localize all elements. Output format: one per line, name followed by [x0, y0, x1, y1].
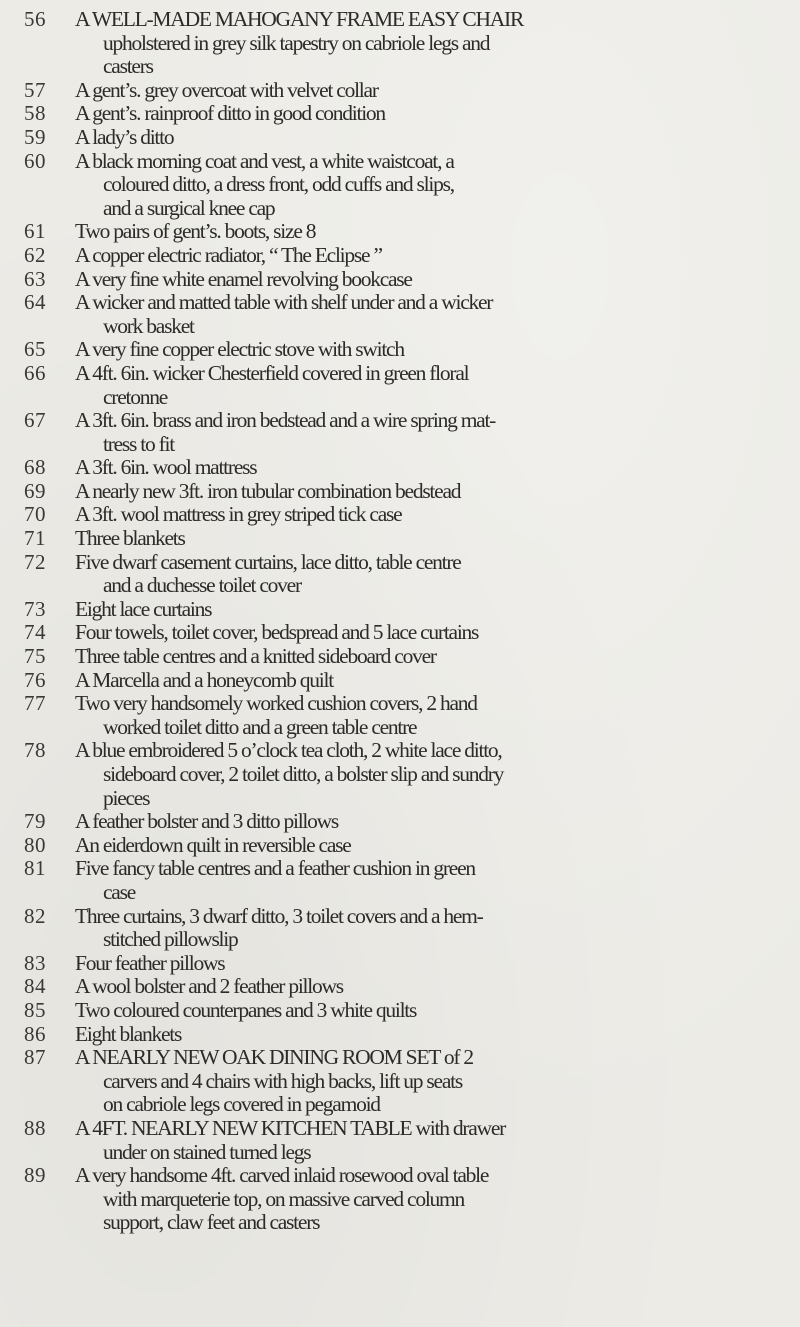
lot-description — [62, 834, 792, 858]
lot-item — [0, 905, 800, 952]
lot-number: 81 — [24, 856, 46, 881]
lot-description — [62, 8, 792, 79]
lot-item — [0, 952, 800, 976]
lot-item — [0, 739, 800, 810]
lot-description — [62, 244, 792, 268]
lot-number: 86 — [24, 1021, 46, 1046]
lot-description — [62, 268, 792, 292]
lot-item — [0, 8, 800, 79]
lot-item — [0, 645, 800, 669]
lot-description — [62, 692, 792, 739]
lot-item — [0, 150, 800, 221]
lot-description — [62, 1117, 792, 1164]
lot-list — [0, 8, 800, 1235]
lot-item — [0, 102, 800, 126]
lot-item — [0, 692, 800, 739]
lot-number: 71 — [24, 526, 46, 551]
lot-description-line: pieces — [103, 785, 150, 810]
lot-number: 79 — [24, 809, 46, 834]
lot-description-line: A blue embroidered 5 o’clock tea cloth, 2 white lace ditto, — [75, 738, 502, 763]
lot-description — [62, 621, 792, 645]
lot-number: 69 — [24, 478, 46, 503]
lot-description — [62, 480, 792, 504]
lot-number: 89 — [24, 1163, 46, 1188]
lot-item — [0, 291, 800, 338]
lot-number: 85 — [24, 997, 46, 1022]
lot-description — [62, 362, 792, 409]
lot-description-line: case — [103, 879, 135, 904]
lot-description-line: A 4ft. 6in. wicker Chesterfield covered in green floral — [75, 360, 469, 385]
lot-number: 58 — [24, 101, 46, 126]
lot-number: 66 — [24, 360, 46, 385]
lot-item — [0, 1117, 800, 1164]
lot-description-line: A 4FT. NEARLY NEW KITCHEN TABLE with drawer — [75, 1115, 506, 1140]
lot-description-line: A 3ft. 6in. brass and iron bedstead and a wire spring mat- — [75, 408, 496, 433]
lot-number: 73 — [24, 596, 46, 621]
lot-item — [0, 810, 800, 834]
lot-description-line: Three blankets — [75, 526, 185, 551]
lot-description — [62, 150, 792, 221]
lot-description-line: Two very handsomely worked cushion covers, 2 hand — [75, 691, 477, 716]
lot-description — [62, 1046, 792, 1117]
lot-item — [0, 220, 800, 244]
lot-item — [0, 551, 800, 598]
lot-item — [0, 834, 800, 858]
lot-description-line: Three table centres and a knitted sideboard cover — [75, 644, 436, 669]
lot-description-line: under on stained turned legs — [103, 1139, 311, 1164]
lot-description — [62, 409, 792, 456]
lot-item — [0, 126, 800, 150]
lot-number: 78 — [24, 738, 46, 763]
lot-description-line: Four feather pillows — [75, 950, 225, 975]
lot-description-line: Eight lace curtains — [75, 596, 212, 621]
lot-description — [62, 645, 792, 669]
lot-item — [0, 975, 800, 999]
lot-description — [62, 527, 792, 551]
lot-number: 82 — [24, 903, 46, 928]
lot-description-line: with marqueterie top, on massive carved column — [103, 1186, 465, 1211]
lot-number: 72 — [24, 549, 46, 574]
lot-description-line: Four towels, toilet cover, bedspread and 5 lace curtains — [75, 620, 479, 645]
lot-description-line: and a duchesse toilet cover — [103, 573, 301, 598]
lot-description-line: A 3ft. wool mattress in grey striped tick case — [75, 502, 402, 527]
lot-item — [0, 621, 800, 645]
lot-description-line: cretonne — [103, 384, 168, 409]
lot-number: 61 — [24, 219, 46, 244]
lot-number: 63 — [24, 266, 46, 291]
lot-description-line: Two pairs of gent’s. boots, size 8 — [75, 219, 316, 244]
lot-number: 62 — [24, 242, 46, 267]
lot-item — [0, 338, 800, 362]
lot-description-line: sideboard cover, 2 toilet ditto, a bolster slip and sundry — [103, 762, 504, 786]
lot-number: 56 — [24, 7, 46, 31]
lot-description-line: A wicker and matted table with shelf under and a wicker — [75, 290, 493, 315]
lot-description — [62, 220, 792, 244]
lot-item — [0, 1164, 800, 1235]
lot-number: 70 — [24, 502, 46, 527]
lot-item — [0, 527, 800, 551]
lot-description-line: Five fancy table centres and a feather cushion in green — [75, 856, 475, 881]
lot-description — [62, 669, 792, 693]
lot-description — [62, 739, 792, 810]
lot-number: 75 — [24, 644, 46, 669]
lot-description — [62, 975, 792, 999]
lot-description — [62, 857, 792, 904]
lot-description-line: A feather bolster and 3 ditto pillows — [75, 809, 339, 834]
lot-description-line: carvers and 4 chairs with high backs, lift up seats — [103, 1068, 462, 1093]
lot-description-line: A very handsome 4ft. carved inlaid rosewood oval table — [75, 1163, 489, 1188]
lot-description — [62, 79, 792, 103]
lot-item — [0, 456, 800, 480]
lot-description — [62, 905, 792, 952]
lot-item — [0, 1023, 800, 1047]
lot-number: 84 — [24, 974, 46, 999]
lot-description-line: on cabriole legs covered in pegamoid — [103, 1092, 380, 1117]
lot-description — [62, 338, 792, 362]
lot-number: 76 — [24, 667, 46, 692]
lot-description — [62, 126, 792, 150]
lot-number: 64 — [24, 290, 46, 315]
lot-description-line: A copper electric radiator, “ The Eclipse ” — [75, 242, 382, 267]
lot-description-line: stitched pillowslip — [103, 927, 238, 952]
lot-item — [0, 669, 800, 693]
lot-description-line: and a surgical knee cap — [103, 195, 275, 220]
lot-number: 87 — [24, 1045, 46, 1070]
lot-item — [0, 362, 800, 409]
lot-number: 65 — [24, 337, 46, 362]
lot-number: 68 — [24, 455, 46, 480]
lot-number: 74 — [24, 620, 46, 645]
lot-description-line: Eight blankets — [75, 1021, 182, 1046]
lot-description-line: Five dwarf casement curtains, lace ditto, table centre — [75, 549, 461, 574]
lot-description — [62, 810, 792, 834]
lot-item — [0, 857, 800, 904]
lot-number: 60 — [24, 148, 46, 173]
lot-description-line: A black morning coat and vest, a white waistcoat, a — [75, 148, 454, 173]
lot-description — [62, 102, 792, 126]
lot-number: 88 — [24, 1115, 46, 1140]
lot-description — [62, 598, 792, 622]
lot-item — [0, 480, 800, 504]
lot-description — [62, 952, 792, 976]
lot-description — [62, 551, 792, 598]
lot-number: 57 — [24, 77, 46, 102]
lot-item — [0, 244, 800, 268]
lot-description-line: A Marcella and a honeycomb quilt — [75, 667, 333, 692]
lot-item — [0, 268, 800, 292]
lot-number: 83 — [24, 950, 46, 975]
lot-description-line: A nearly new 3ft. iron tubular combination bedstead — [75, 478, 461, 503]
lot-description-line: tress to fit — [103, 431, 174, 456]
lot-item — [0, 503, 800, 527]
lot-description-line: worked toilet ditto and a green table centre — [103, 714, 417, 739]
lot-description-line: A gent’s. rainproof ditto in good condition — [75, 101, 385, 126]
lot-description — [62, 503, 792, 527]
lot-item — [0, 598, 800, 622]
lot-description-line: A WELL-MADE MAHOGANY FRAME EASY CHAIR — [75, 7, 524, 31]
lot-description-line: casters — [103, 54, 153, 79]
lot-description-line: coloured ditto, a dress front, odd cuffs and slips, — [103, 172, 454, 197]
lot-description-line: An eiderdown quilt in reversible case — [75, 832, 351, 857]
lot-number: 80 — [24, 832, 46, 857]
lot-description-line: Two coloured counterpanes and 3 white quilts — [75, 997, 417, 1022]
lot-item — [0, 999, 800, 1023]
lot-description — [62, 1164, 792, 1235]
lot-description-line: A very fine white enamel revolving bookcase — [75, 266, 412, 291]
lot-description-line: support, claw feet and casters — [103, 1210, 320, 1235]
lot-item — [0, 409, 800, 456]
lot-number: 67 — [24, 408, 46, 433]
lot-item — [0, 1046, 800, 1117]
lot-number: 59 — [24, 124, 46, 149]
lot-description — [62, 291, 792, 338]
lot-description-line: A very fine copper electric stove with switch — [75, 337, 404, 362]
lot-description-line: Three curtains, 3 dwarf ditto, 3 toilet covers and a hem- — [75, 903, 483, 928]
lot-description — [62, 456, 792, 480]
lot-description — [62, 1023, 792, 1047]
lot-description-line: A 3ft. 6in. wool mattress — [75, 455, 257, 480]
lot-description-line: A wool bolster and 2 feather pillows — [75, 974, 343, 999]
lot-description-line: A lady’s ditto — [75, 124, 174, 149]
lot-description-line: upholstered in grey silk tapestry on cabriole legs and — [103, 30, 490, 55]
lot-number: 77 — [24, 691, 46, 716]
lot-description-line: A NEARLY NEW OAK DINING ROOM SET of 2 — [75, 1045, 473, 1070]
lot-description-line: A gent’s. grey overcoat with velvet collar — [75, 77, 378, 102]
lot-description-line: work basket — [103, 313, 194, 338]
lot-description — [62, 999, 792, 1023]
lot-item — [0, 79, 800, 103]
